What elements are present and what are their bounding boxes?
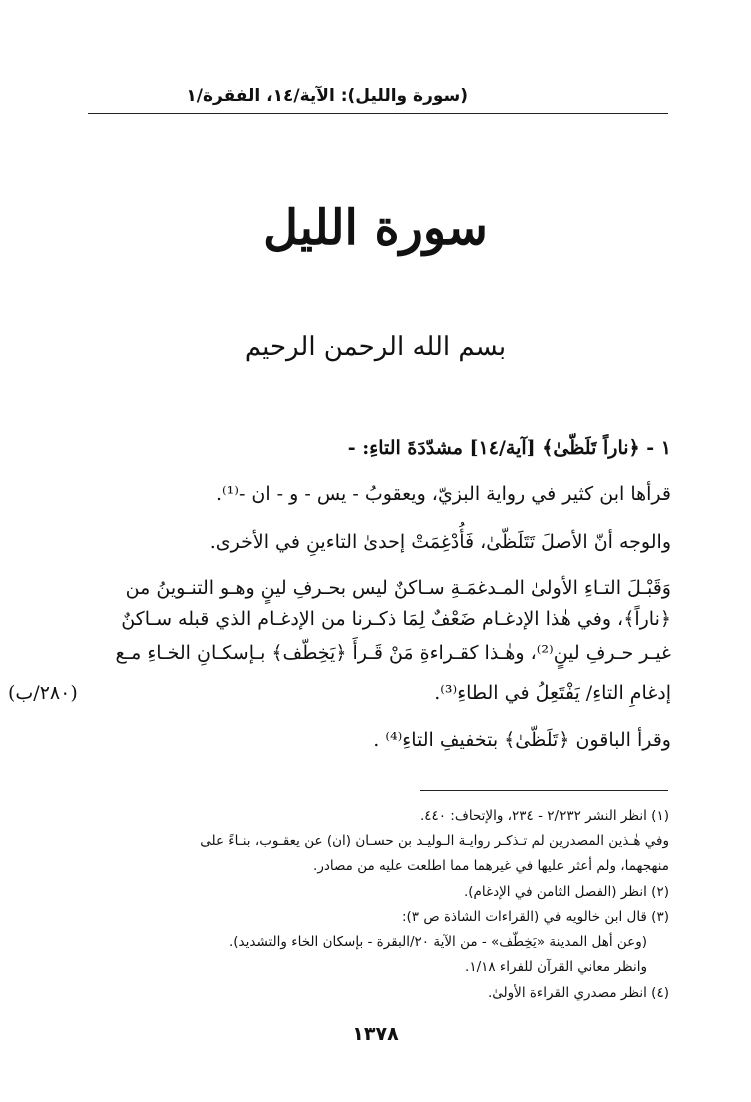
- text-line: إدغامِ التاءِ/ يَفْتَعِلُ في الطاءِ⁽³⁾.: [434, 682, 671, 704]
- running-header: (سورة والليل): الآية/١٤، الفقرة/١: [186, 86, 468, 106]
- text-line: قرأها ابن كثير في رواية البزيّ، ويعقوبُ - يس - و - ان -⁽¹⁾.: [215, 483, 671, 505]
- footnote: (١) انظر النشر ٢/٢٣٢ - ٢٣٤، والإتحاف: ٤٤٠.: [419, 808, 669, 824]
- footnote: (٤) انظر مصدري القراءة الأولىٰ.: [487, 985, 669, 1001]
- footnote: (٣) قال ابن خالويه في (القراءات الشاذة ص ٣):: [401, 909, 669, 925]
- text-line: والوجه أنّ الأصلَ تَتَلَظّىٰ، فَأُدْغِمَتْ إحدىٰ التاءينِ في الأخرى.: [209, 531, 671, 553]
- text-line: ﴿ناراً﴾، وفي هٰذا الإدغـام ضَعْفٌ لِمَا ذكـرنا من الإدغـام الذي قبله سـاكنٌ: [121, 608, 671, 630]
- surah-title: سورة الليل: [263, 200, 488, 256]
- verse-heading: ١ - ﴿ناراً تَلَظّىٰ﴾ [آية/١٤] مشدّدَةَ التاءِ: -: [347, 437, 671, 459]
- footnote: وفي هٰـذين المصدرين لم تـذكـر روايـة الـوليـد بن حسـان (ان) عن يعقـوب، بنـاءً على: [200, 833, 669, 849]
- footnote-rule: [420, 790, 668, 791]
- page-number: ١٣٧٨: [352, 1023, 399, 1045]
- footnote: منهجهما، ولم أعثر عليها في غيرهما مما اطلعت عليه من مصادر.: [313, 858, 669, 874]
- footnote: (وعن أهل المدينة «يَخِطّف» - من الآية ٢٠/البقرة - بإسكان الخاء والتشديد).: [228, 934, 647, 950]
- text-line: وَقَبْـلَ التـاءِ الأولىٰ المـدغمَـةِ سـاكنٌ ليس بحـرفِ لينٍ وهـو التنـوينُ من: [125, 577, 671, 599]
- text-line: غيـر حـرفِ لينٍ⁽²⁾، وهٰـذا كقـراءةِ مَنْ قَـرأَ ﴿يَخِطّف﴾ بـإسكـانِ الخـاءِ مـع: [115, 642, 671, 664]
- footnote: (٢) انظر (الفصل الثامن في الإدغام).: [463, 884, 669, 900]
- header-rule: [88, 113, 668, 114]
- footnote: وانظر معاني القرآن للفراء ١/١٨.: [465, 959, 647, 975]
- margin-reference: (٢٨٠/ب): [8, 682, 78, 704]
- text-line: وقرأ الباقون ﴿تَلَظّىٰ﴾ بتخفيفِ التاءِ⁽⁴⁾ .: [373, 729, 671, 751]
- basmala: بسم الله الرحمن الرحيم: [244, 332, 507, 362]
